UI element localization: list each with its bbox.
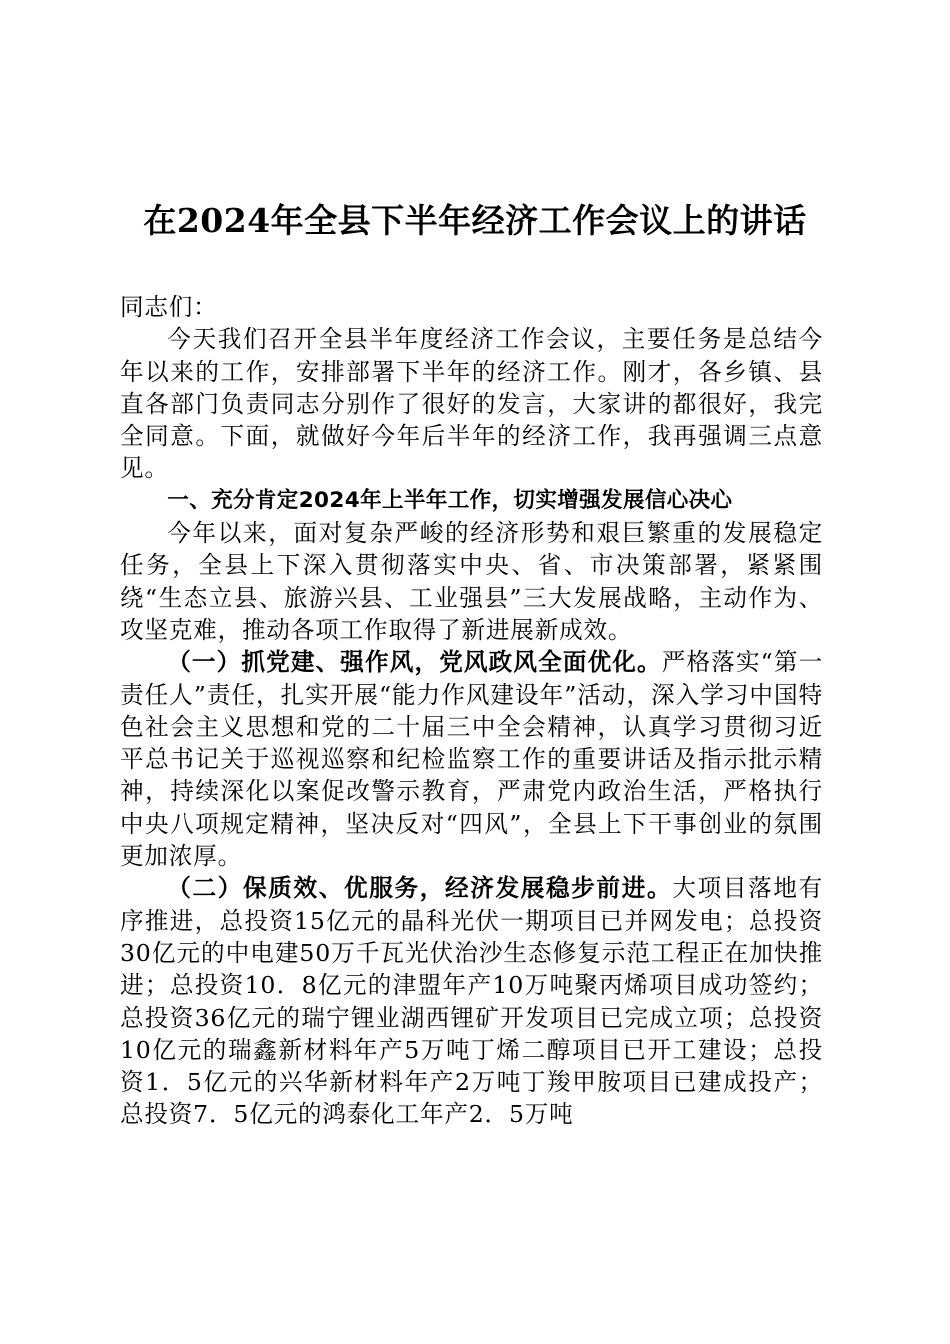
subsection-2-lead: （二）保质效、优服务，经济发展稳步前进。 — [167, 874, 673, 903]
section-1-paragraph: 今年以来，面对复杂严峻的经济形势和艰巨繁重的发展稳定任务，全县上下深入贯彻落实中央、省、市决策部署，紧紧围绕“生态立县、旅游兴县、工业强县”三大发展战略，主动作为、攻坚克难，推动各项工作取得了新进展新成效。 — [120, 519, 823, 644]
subsection-2-text: 大项目落地有序推进，总投资15亿元的晶科光伏一期项目已并网发电；总投资30亿元的中电建50万千瓦光伏治沙生态修复示范工程正在加快推进；总投资10．8亿元的津盟年产10万吨聚丙烯项目成功签约；总投资36亿元的瑞宁锂业湖西锂矿开发项目已完成立项；总投资10亿元的瑞鑫新材料年产5万吨丁烯二醇项目已开工建设；总投资1．5亿元的兴华新材料年产2万吨丁羧甲胺项目已建成投产；总投资7．5亿元的鸿泰化工年产2．5万吨 — [120, 874, 823, 1129]
subsection-1-text: 严格落实“第一责任人”责任，扎实开展“能力作风建设年”活动，深入学习中国特色社会主义思想和党的二十届三中全会精神，认真学习贯彻习近平总书记关于巡视巡察和纪检监察工作的重要讲话及指示批示精神，持续深化以案促改警示教育，严肃党内政治生活，严格执行中央八项规定精神，坚决反对“四风”，全县上下干事创业的氛围更加浓厚。 — [120, 648, 823, 871]
subsection-2 — [120, 872, 823, 1130]
intro-paragraph: 今天我们召开全县半年度经济工作会议，主要任务是总结今年以来的工作，安排部署下半年的经济工作。刚才，各乡镇、县直各部门负责同志分别作了很好的发言，大家讲的都很好，我完全同意。下面，就做好今年后半年的经济工作，我再强调三点意见。 — [120, 325, 823, 483]
section-heading-1: 一、充分肯定2024年上半年工作，切实增强发展信心决心 — [167, 487, 733, 513]
document-body — [120, 291, 823, 1131]
document-title: 在2024年全县下半年经济工作会议上的讲话 — [143, 201, 807, 240]
salutation: 同志们： — [120, 293, 218, 321]
subsection-1-lead: （一）抓党建、强作风，党风政风全面优化。 — [167, 648, 662, 677]
subsection-1 — [120, 646, 823, 872]
